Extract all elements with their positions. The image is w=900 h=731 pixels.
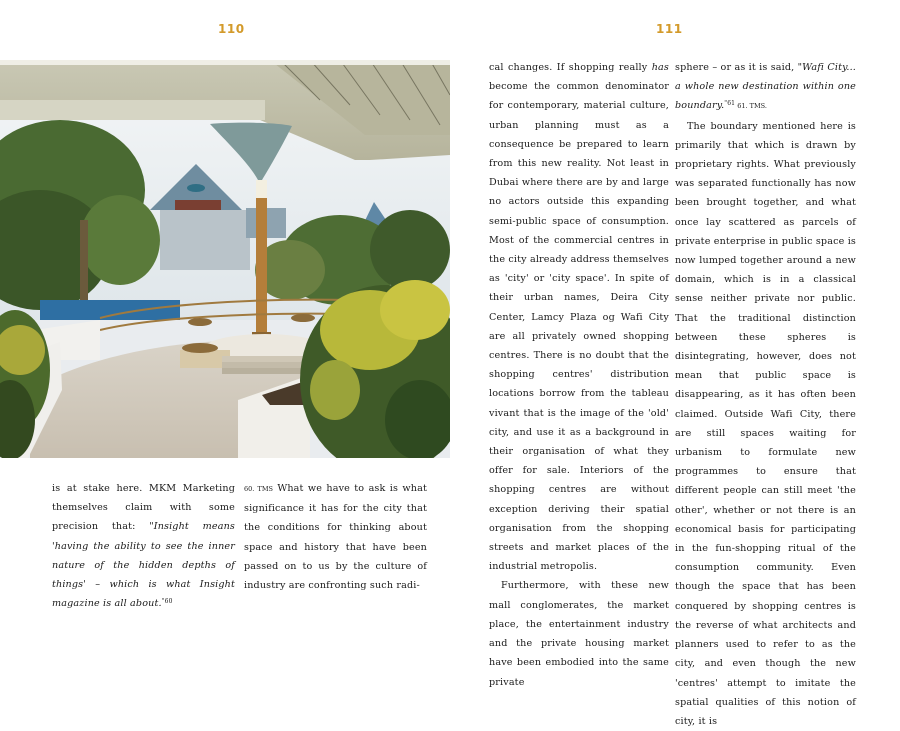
paragraph: [489, 58, 669, 576]
footnote-text: 60. TMS: [244, 485, 273, 493]
quotation: "Wafi City... a whole new destination within one boundary.: [675, 62, 857, 112]
body-text: is at stake here. MKM Marketing themselves claim with some precision that:: [52, 483, 235, 533]
text-column-1: [52, 479, 235, 613]
emphasis: has: [651, 62, 669, 73]
text-column-2: [244, 479, 427, 595]
terrace-photo: [0, 60, 450, 458]
body-text: sphere – or as it is said,: [675, 62, 798, 73]
text-column-3: [489, 58, 669, 692]
body-text: become the common denominator for contemporary, material culture, urban planning must as a consequence be prepared to learn from this new reality. Not least in Dubai where there are by and large no actors outside this expanding semi-public space of consumption. Most of the commercial centres in the city already address themselves as 'city' or 'city space'. In spite of their urban names, Deira City Center, Lamcy Plaza og Wafi City are all privately owned shopping centres. There is no doubt that the shopping centres' distribution locations borrow from the tableau vivant that is the image of the 'old' city, and use it as a background in their organisation of what they offer for sale. Interiors of the shopping centres are without exception deriving their spatial organisation from the shopping streets and market places of the industrial metropolis.: [489, 81, 669, 573]
footnote-ref: "61: [724, 100, 736, 108]
paragraph: [52, 479, 235, 613]
paragraph: [675, 58, 856, 117]
footnote-text: 61. TMS.: [735, 102, 767, 111]
footnote-ref: "60: [161, 598, 173, 606]
text-column-4: [675, 58, 856, 731]
page-number-left: 110: [218, 22, 245, 36]
body-text: What we have to ask is what significance it has for the city that the conditions for thinking about space and history that have been passed on to us by the culture of industry are confronting such radi-: [244, 483, 427, 592]
pool: [40, 300, 180, 320]
paragraph: [244, 479, 427, 595]
quotation: "Insight means 'having the ability to see the inner nature of the hidden depths of things' – which is what Insight magazine is all about.: [52, 521, 236, 610]
body-text: cal changes. If shopping really: [489, 62, 652, 73]
paragraph: Furthermore, with these new mall conglomerates, the market place, the entertainment industry and the private housing market have been embodied into the same private: [489, 580, 669, 688]
page-number-right: 111: [656, 22, 683, 36]
paragraph: The boundary mentioned here is primarily that which is drawn by proprietary rights. What previously was separated functionally has now been brought together, and what once lay scattered as parcels of private enterprise in public space is now lumped together around a new domain, which is in a classical sense neither private nor public. That the traditional distinction between these spheres is disintegrating, however, does not mean that public space is disappearing, as it has often been claimed. Outside Wafi City, there are still spaces waiting for urbanism to formulate new programmes to ensure that different people can still meet 'the other', whether or not there is an economical basis for participating in the fun-shopping ritual of the consumption community. Even though the space that has been conquered by shopping centres is the reverse of what architects and planners used to refer to as the city, and even though the new 'centres' attempt to imitate the spatial qualities of this notion of city, it is: [675, 120, 856, 727]
